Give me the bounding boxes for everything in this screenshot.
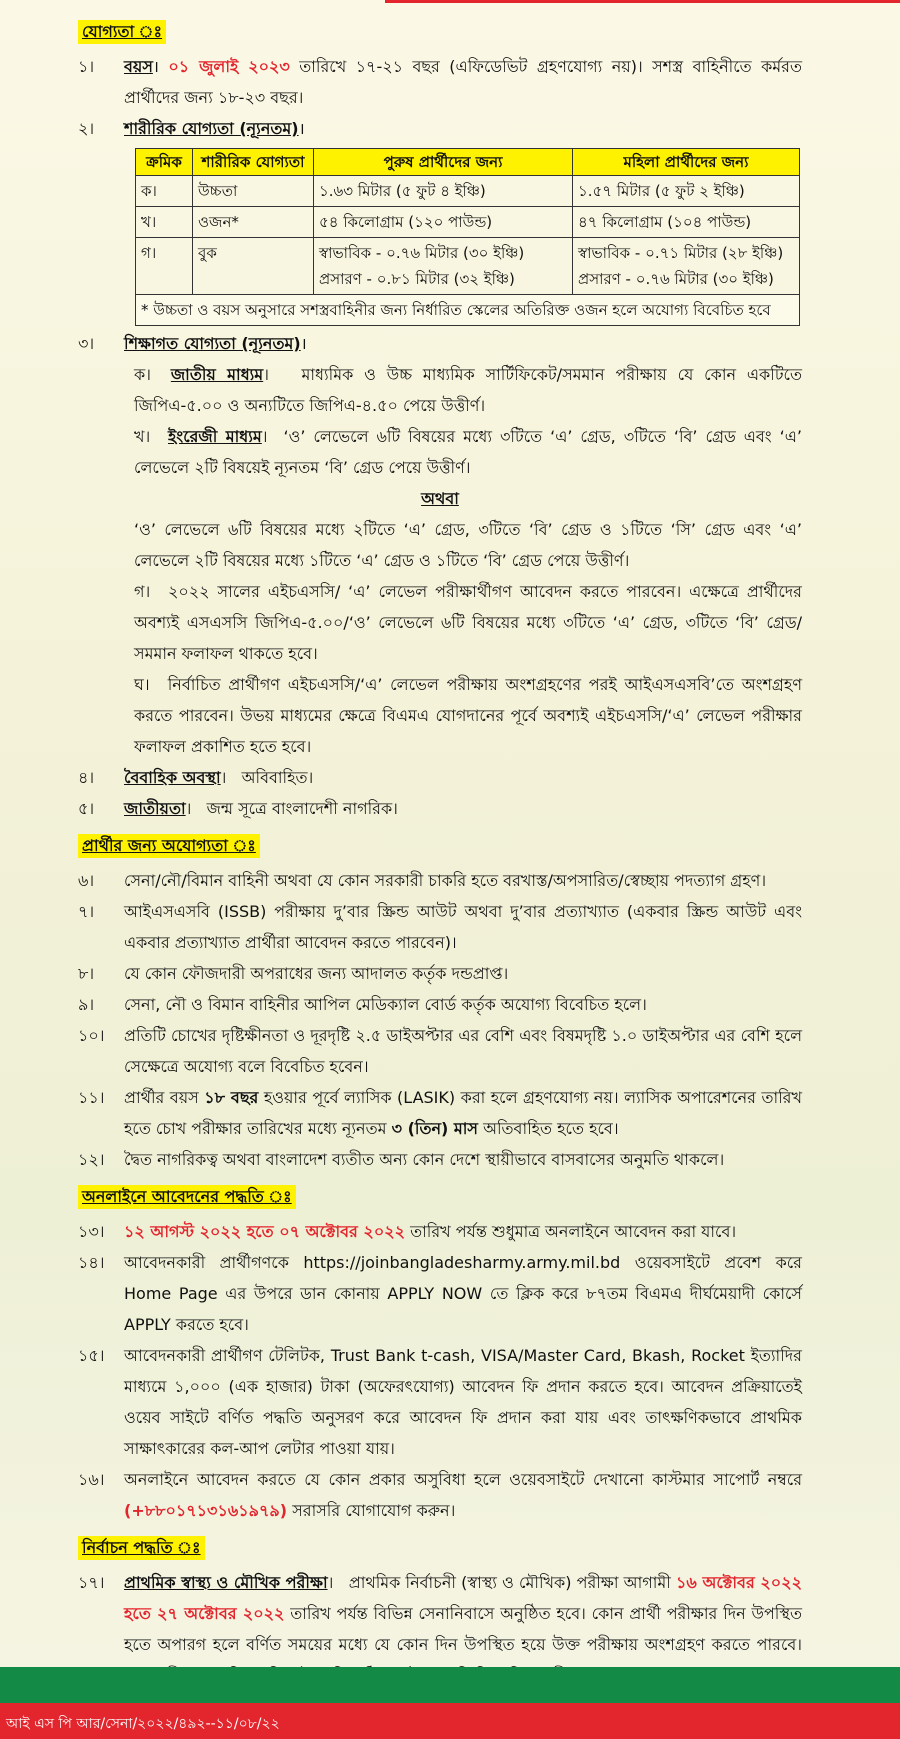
application-period: ১২ আগস্ট ২০২২ হতে ০৭ অক্টোবর ২০২২	[124, 1222, 406, 1241]
item-text: যে কোন ফৌজদারী অপরাধের জন্য আদালত কর্তৃক দন্ডপ্রাপ্ত।	[124, 964, 509, 983]
english-medium-title: ইংরেজী মাধ্যম	[167, 427, 262, 446]
eligibility-heading-row	[78, 16, 802, 47]
item-text: প্রাথমিক নির্বাচনী (স্বাস্থ্য ও মৌখিক) পরীক্ষা আগামী	[348, 1573, 671, 1592]
item-13	[78, 1216, 802, 1247]
nationality-text: জন্ম সূত্রে বাংলাদেশী নাগরিক।	[206, 799, 398, 818]
national-medium-text: মাধ্যমিক ও উচ্চ মাধ্যমিক সার্টিফিকেট/সমমান পরীক্ষায় যে কোন একটিতে জিপিএ-৫.০০ ও অন্যটিতে জিপিএ-৪.৫০ পেয়ে উত্তীর্ণ।	[134, 365, 802, 415]
table-header: মহিলা প্রার্থীদের জন্য	[573, 149, 800, 176]
age-text: তারিখে ১৭-২১ বছর (এফিডেভিট গ্রহণযোগ্য নয়)। সশস্ত্র বাহিনীতে কর্মরত প্রার্থীদের জন্য ১৮-২৩ বছর।	[124, 57, 802, 107]
top-red-line	[385, 0, 900, 3]
education-label: শিক্ষাগত যোগ্যতা (ন্যূনতম)	[124, 334, 301, 353]
item-text: অনলাইনে আবেদন করতে যে কোন প্রকার অসুবিধা হলে ওয়েবসাইটে দেখানো কাস্টমার সাপোর্ট নম্বরে	[124, 1470, 802, 1489]
physical-label: শারীরিক যোগ্যতা (ন্যূনতম)	[124, 119, 299, 138]
age-date: ০১ জুলাই ২০২৩	[168, 57, 290, 76]
item-6	[78, 865, 802, 896]
table-header: পুরুষ প্রার্থীদের জন্য	[314, 149, 573, 176]
item-nationality: ৫। জাতীয়তা। জন্ম সূত্রে বাংলাদেশী নাগরিক।	[78, 793, 802, 824]
item-text: সেনা/নৌ/বিমান বাহিনী অথবা যে কোন সরকারী চাকরি হতে বরখাস্ত/অপসারিত/স্বেচ্ছায় পদত্যাগ গ্রহণ।	[124, 871, 767, 890]
selection-heading-row	[78, 1532, 802, 1563]
sub-label: ঘ।	[134, 675, 150, 694]
male-chest-normal: স্বাভাবিক - ০.৭৬ মিটার (৩০ ইঞ্চি)	[319, 244, 525, 262]
age-limit: ১৮ বছর	[204, 1088, 259, 1107]
item-number: ৬।	[78, 871, 95, 890]
item-number: ৯।	[78, 995, 95, 1014]
item-number: ১।	[78, 57, 95, 76]
item-text: সেনা, নৌ ও বিমান বাহিনীর আপিল মেডিক্যাল বোর্ড কর্তৃক অযোগ্য বিবেচিত হলে।	[124, 995, 647, 1014]
education-english: খ। ইংরেজী মাধ্যম। ‘ও’ লেভেলে ৬টি বিষয়ের মধ্যে ৩টিতে ‘এ’ গ্রেড, ৩টিতে ‘বি’ গ্রেড এবং ‘এ’ লেভেলে ২টি বিষয়েই ন্যূনতম ‘বি’ গ্রেড পেয়ে উত্তীর্ণ।	[134, 421, 802, 483]
physical-requirements-table	[135, 148, 800, 326]
item-number: ৪।	[78, 768, 95, 787]
eligibility-heading: যোগ্যতা ঃ	[78, 20, 166, 44]
item-text: হওয়ার পূর্বে ল্যাসিক (LASIK) করা হলে গ্রহণযোগ্য নয়। ল্যাসিক অপারেশনের তারিখ হতে চোখ পরীক্ষার তারিখের মধ্যে ন্যূনতম	[124, 1088, 802, 1138]
item-14	[78, 1247, 802, 1340]
item-8	[78, 958, 802, 989]
item-text: দ্বৈত নাগরিকত্ব অথবা বাংলাদেশ ব্যতীত অন্য কোন দেশে স্থায়ীভাবে বাসবাসের অনুমতি থাকলে।	[124, 1150, 725, 1169]
online-apply-heading: অনলাইনে আবেদনের পদ্ধতি ঃ	[78, 1185, 296, 1209]
disqualification-heading-row	[78, 830, 802, 861]
item-15	[78, 1340, 802, 1464]
item-11	[78, 1082, 802, 1144]
table-cell	[314, 238, 573, 295]
item-number: ১১।	[78, 1088, 105, 1107]
age-label: বয়স	[124, 57, 153, 76]
table-cell: ১.৫৭ মিটার (৫ ফুট ২ ইঞ্চি)	[573, 176, 800, 207]
item-number: ৮।	[78, 964, 95, 983]
item-text: অতিবাহিত হতে হবে।	[483, 1119, 619, 1138]
item-7	[78, 896, 802, 958]
item-number: ১৬।	[78, 1470, 105, 1489]
item-education: ৩। শিক্ষাগত যোগ্যতা (ন্যূনতম)।	[78, 328, 802, 359]
issb-note-text: নির্বাচিত প্রার্থীগণ এইচএসসি/‘এ’ লেভেল পরীক্ষায় অংশগ্রহণের পরই আইএসএসবি’তে অংশগ্রহণ করতে পারবেন। উভয় মাধ্যমের ক্ষেত্রে বিএমএ যোগদানের পূর্বে অবশ্যই এইচএসসি/‘এ’ লেভেল পরীক্ষার ফলাফল প্রকাশিত হতে হবে।	[134, 675, 802, 756]
table-cell: ৪৭ কিলোগ্রাম (১০৪ পাউন্ড)	[573, 207, 800, 238]
support-phone: (+৮৮০১৭১৩১৬১৯৭৯)	[124, 1501, 288, 1520]
english-medium-text: ‘ও’ লেভেলে ৬টি বিষয়ের মধ্যে ৩টিতে ‘এ’ গ্রেড, ৩টিতে ‘বি’ গ্রেড এবং ‘এ’ লেভেলে ২টি বিষয়েই ন্যূনতম ‘বি’ গ্রেড পেয়ে উত্তীর্ণ।	[134, 427, 802, 477]
item-number: ১৩।	[78, 1222, 105, 1241]
item-10	[78, 1020, 802, 1082]
item-9	[78, 989, 802, 1020]
item-number: ১২।	[78, 1150, 105, 1169]
item-number: ১৪।	[78, 1253, 105, 1272]
item-17: ১৭। প্রাথমিক স্বাস্থ্য ও মৌখিক পরীক্ষা। প্রাথমিক নির্বাচনী (স্বাস্থ্য ও মৌখিক) পরীক্ষা আগামী ১৬ অক্টোবর ২০২২ হতে ২৭ অক্টোবর ২০২২ তারিখ পর্যন্ত বিভিন্ন সেনানিবাসে অনুষ্ঠিত হবে। কোন প্রার্থী পরীক্ষার দিন উপস্থিত হতে অপারগ হলে বর্ণিত সময়ের মধ্যে যে কোন দিন উপস্থিত হয়ে উক্ত পরীক্ষায় অংশগ্রহণ করতে পারবে।	[78, 1567, 802, 1691]
table-header: শারীরিক যোগ্যতা	[193, 149, 314, 176]
item-number: ৭।	[78, 902, 95, 921]
female-chest-expanded: প্রসারণ - ০.৭৬ মিটার (৩০ ইঞ্চি)	[578, 270, 774, 288]
item-text: আবেদনকারী প্রার্থীগণ টেলিটক, Trust Bank t-cash, VISA/Master Card, Bkash, Rocket ইত্যাদির মাধ্যমে ১,০০০ (এক হাজার) টাকা (অফেরৎযোগ্য) আবেদন ফি প্রদান করতে হবে। আবেদন প্রক্রিয়াতেই ওয়েব সাইটে বর্ণিত পদ্ধতি অনুসরণ করে আবেদন ফি প্রদান করা যায় এবং তাৎক্ষণিকভাবে প্রাথমিক সাক্ষাৎকারের কল-আপ লেটার পাওয়া যায়।	[124, 1346, 802, 1458]
table-cell: উচ্চতা	[193, 176, 314, 207]
table-cell: ১.৬৩ মিটার (৫ ফুট ৪ ইঞ্চি)	[314, 176, 573, 207]
item-age: ১। বয়স। ০১ জুলাই ২০২৩ তারিখে ১৭-২১ বছর (এফিডেভিট গ্রহণযোগ্য নয়)। সশস্ত্র বাহিনীতে কর্মরত প্রার্থীদের জন্য ১৮-২৩ বছর।	[78, 51, 802, 113]
sub-label: ক।	[134, 365, 151, 384]
sub-label: গ।	[134, 582, 151, 601]
item-text: আবেদনকারী প্রার্থীগণকে https://joinbangladesharmy.army.mil.bd ওয়েবসাইটে প্রবেশ করে Home Page এর উপরে ডান কোনায় APPLY NOW তে ক্লিক করে ৮৭তম বিএমএ দীর্ঘমেয়াদী কোর্সে APPLY করতে হবে।	[124, 1253, 802, 1334]
education-hsc-candidates	[134, 576, 802, 669]
item-physical: ২। শারীরিক যোগ্যতা (ন্যূনতম)।	[78, 113, 802, 144]
table-cell	[573, 238, 800, 295]
medical-viva-label: প্রাথমিক স্বাস্থ্য ও মৌখিক পরীক্ষা	[124, 1573, 328, 1592]
table-cell: ওজন*	[193, 207, 314, 238]
item-12	[78, 1144, 802, 1175]
item-number: ৫।	[78, 799, 95, 818]
sub-label: খ।	[134, 427, 151, 446]
male-chest-expanded: প্রসারণ - ০.৮১ মিটার (৩২ ইঞ্চি)	[319, 270, 515, 288]
table-note-row	[136, 295, 800, 326]
or-divider: অথবা	[421, 489, 459, 508]
exam-period: ১৬ অক্টোবর ২০২২ হতে ২৭ অক্টোবর ২০২২	[124, 1573, 802, 1623]
waiting-period: ৩ (তিন) মাস	[391, 1119, 478, 1138]
table-cell: খ।	[136, 207, 193, 238]
item-number: ২।	[78, 119, 95, 138]
hsc-candidates-text: ২০২২ সালের এইচএসসি/ ‘এ’ লেভেল পরীক্ষার্থীগণ আবেদন করতে পারবেন। এক্ষেত্রে প্রার্থীদের অবশ্যই এসএসসি জিপিএ-৫.০০/‘ও’ লেভেলে ৬টি বিষয়ের মধ্যে ৩টিতে ‘এ’ গ্রেড, ৩টিতে ‘বি’ গ্রেড/সমমান ফলাফল থাকতে হবে।	[134, 582, 802, 663]
item-text: আইএসএসবি (ISSB) পরীক্ষায় দু’বার স্ক্রিন্ড আউট অথবা দু’বার প্রত্যাখ্যাত (একবার স্ক্রিন্ড আউট এবং একবার প্রত্যাখ্যাত প্রার্থীরা আবেদন করতে পারবেন)।	[124, 902, 802, 952]
table-cell: বুক	[193, 238, 314, 295]
item-text: সরাসরি যোগাযোগ করুন।	[292, 1501, 456, 1520]
item-number: ১৭।	[78, 1573, 105, 1592]
online-apply-heading-row	[78, 1181, 802, 1212]
marital-label: বৈবাহিক অবস্থা	[124, 768, 221, 787]
item-number: ১৫।	[78, 1346, 105, 1365]
table-cell: ৫৪ কিলোগ্রাম (১২০ পাউন্ড)	[314, 207, 573, 238]
table-row	[136, 238, 800, 295]
table-header: ক্রমিক	[136, 149, 193, 176]
selection-heading: নির্বাচন পদ্ধতি ঃ	[78, 1536, 205, 1560]
item-marital: ৪। বৈবাহিক অবস্থা। অবিবাহিত।	[78, 762, 802, 793]
education-english-alt: ‘ও’ লেভেলে ৬টি বিষয়ের মধ্যে ২টিতে ‘এ’ গ্রেড, ৩টিতে ‘বি’ গ্রেড ও ১টিতে ‘সি’ গ্রেড এবং ‘এ’ লেভেলে ২টি বিষয়ের মধ্যে ১টিতে ‘এ’ গ্রেড ও ১টিতে ‘বি’ গ্রেড পেয়ে উত্তীর্ণ।	[134, 520, 802, 570]
marital-text: অবিবাহিত।	[241, 768, 314, 787]
table-cell: গ।	[136, 238, 193, 295]
female-chest-normal: স্বাভাবিক - ০.৭১ মিটার (২৮ ইঞ্চি)	[578, 244, 784, 262]
education-issb-note	[134, 669, 802, 762]
national-medium-title: জাতীয় মাধ্যম	[170, 365, 264, 384]
education-national: ক। জাতীয় মাধ্যম। মাধ্যমিক ও উচ্চ মাধ্যমিক সার্টিফিকেট/সমমান পরীক্ষায় যে কোন একটিতে জিপিএ-৫.০০ ও অন্যটিতে জিপিএ-৪.৫০ পেয়ে উত্তীর্ণ।	[134, 359, 802, 421]
item-number: ৩।	[78, 334, 95, 353]
nationality-label: জাতীয়তা	[124, 799, 186, 818]
table-row	[136, 176, 800, 207]
item-text: তারিখ পর্যন্ত বিভিন্ন সেনানিবাসে অনুষ্ঠিত হবে। কোন প্রার্থী পরীক্ষার দিন উপস্থিত হতে অপারগ হলে বর্ণিত সময়ের মধ্যে যে কোন দিন উপস্থিত হয়ে উক্ত পরীক্ষায় অংশগ্রহণ করতে পারবে।	[124, 1604, 802, 1654]
item-number: ১০।	[78, 1026, 105, 1045]
table-cell: ক।	[136, 176, 193, 207]
footer-reference: আই এস পি আর/সেনা/২০২২/৪৯২--১১/০৮/২২	[6, 1716, 280, 1732]
item-16	[78, 1464, 802, 1526]
item-text: তারিখ পর্যন্ত শুধুমাত্র অনলাইনে আবেদন করা যাবে।	[410, 1222, 737, 1241]
table-row	[136, 207, 800, 238]
table-note: * উচ্চতা ও বয়স অনুসারে সশস্ত্রবাহিনীর জন্য নির্ধারিত স্কেলের অতিরিক্ত ওজন হলে অযোগ্য বিবেচিত হবে	[136, 295, 800, 326]
circular-content	[78, 10, 802, 1691]
footer-green-band	[0, 1667, 900, 1703]
disqualification-heading: প্রার্থীর জন্য অযোগ্যতা ঃ	[78, 834, 260, 858]
item-text: প্রার্থীর বয়স	[124, 1088, 199, 1107]
table-header-row	[136, 149, 800, 176]
item-text: প্রতিটি চোখের দৃষ্টিক্ষীনতা ও দূরদৃষ্টি ২.৫ ডাইঅপ্টার এর বেশি এবং বিষমদৃষ্টি ১.০ ডাইঅপ্টার এর বেশি হলে সেক্ষেত্রে অযোগ্য বলে বিবেচিত হবেন।	[124, 1026, 802, 1076]
